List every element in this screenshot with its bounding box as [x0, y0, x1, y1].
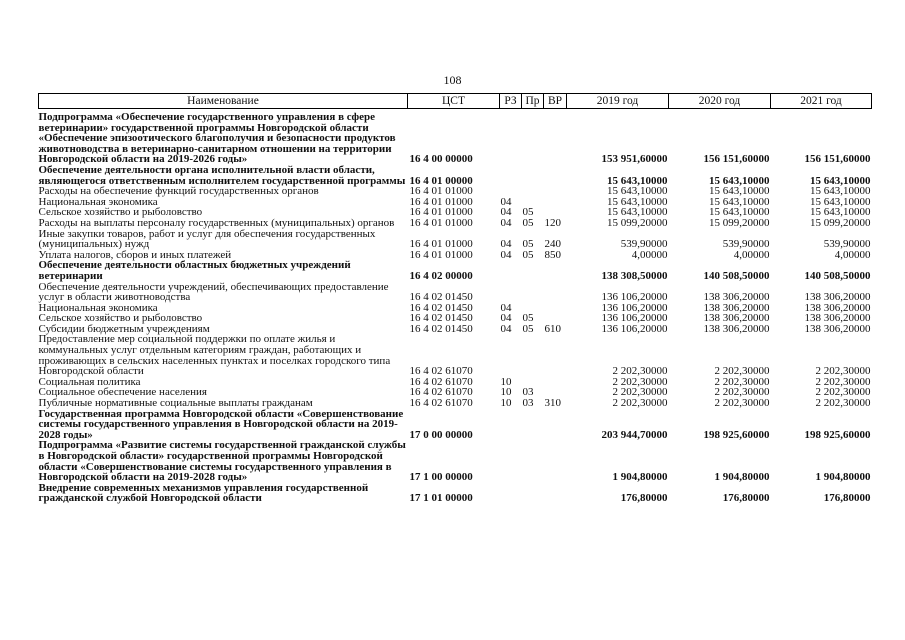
row-cst: 16 4 02 61070: [409, 386, 473, 399]
row-value-2021: 539,90000: [823, 238, 871, 251]
row-name: Обеспечение деятельности областных бюджетных учреждений ветеринарии: [38, 259, 351, 282]
row-value-2020: 156 151,60000: [703, 153, 770, 166]
row-pr: 05: [522, 216, 534, 229]
row-value-2020: 138 306,20000: [703, 312, 770, 325]
row-value-2020: 2 202,30000: [714, 386, 770, 399]
row-value-2020: 138 306,20000: [703, 301, 770, 314]
row-vr: [544, 303, 567, 314]
row-value-2020: 1 904,80000: [714, 471, 770, 484]
row-vr: [544, 109, 567, 165]
header-pr: Пр: [522, 94, 544, 109]
row-value-2021: 176,80000: [823, 492, 871, 505]
row-vr: [544, 165, 567, 186]
row-value-2019: 2 202,30000: [612, 375, 668, 388]
row-pr: [522, 440, 544, 482]
page-number: 108: [443, 73, 462, 87]
row-name: Сельское хозяйство и рыболовство: [38, 206, 203, 219]
row-value-2020: 4,00000: [733, 248, 770, 261]
row-value-2019: 1 904,80000: [612, 471, 668, 484]
row-cst: 16 4 02 00000: [409, 269, 473, 282]
row-value-2019: 2 202,30000: [612, 365, 668, 378]
row-cst: 16 4 01 01000: [409, 206, 473, 219]
row-cst: 16 4 00 00000: [409, 153, 473, 166]
row-pr: [522, 334, 544, 376]
row-pr: [522, 109, 544, 165]
row-value-2021: 138 306,20000: [804, 312, 871, 325]
row-cst: 16 4 01 00000: [409, 174, 473, 187]
row-value-2021: 138 306,20000: [804, 291, 871, 304]
row-vr: 240: [544, 238, 561, 251]
row-cst: 16 4 01 01000: [409, 248, 473, 261]
row-name: Обеспечение деятельности учреждений, обеспечивающих предоставление услуг в области животноводства: [38, 280, 389, 304]
row-vr: [544, 440, 567, 482]
row-name: Социальное обеспечение населения: [38, 386, 207, 399]
row-cst: 16 4 02 01450: [409, 322, 473, 335]
row-pr: 05: [522, 312, 534, 325]
row-pr: 05: [522, 322, 534, 335]
row-vr: [544, 260, 567, 281]
row-rz: 04: [500, 238, 512, 251]
row-name: Социальная политика: [38, 375, 141, 388]
row-cst: 17 1 00 00000: [409, 471, 473, 484]
row-name: Расходы на обеспечение функций государственных органов: [38, 185, 319, 198]
row-rz: 04: [500, 216, 512, 229]
row-value-2021: 2 202,30000: [815, 365, 871, 378]
row-value-2021: 156 151,60000: [804, 153, 871, 166]
row-value-2019: 15 099,20000: [607, 216, 668, 229]
row-rz: [500, 440, 522, 482]
row-cst: 16 4 02 61070: [409, 397, 473, 410]
table-row: [39, 483, 872, 504]
row-rz: 10: [500, 375, 512, 388]
row-rz: 04: [500, 312, 512, 325]
row-value-2020: 138 306,20000: [703, 291, 770, 304]
row-value-2019: 2 202,30000: [612, 386, 668, 399]
row-value-2020: 539,90000: [722, 238, 770, 251]
table-row: [39, 229, 872, 250]
row-pr: [522, 409, 544, 441]
table-row: [39, 260, 872, 281]
row-value-2021: 4,00000: [834, 248, 871, 261]
header-2021: 2021 год: [771, 94, 872, 109]
row-cst: 16 4 01 01000: [409, 216, 473, 229]
row-value-2021: 2 202,30000: [815, 397, 871, 410]
header-vr: ВР: [544, 94, 567, 109]
row-rz: [500, 165, 522, 186]
row-pr: [522, 260, 544, 281]
row-value-2021: 15 643,10000: [810, 174, 871, 187]
header-cst: ЦСТ: [408, 94, 500, 109]
table-row: [39, 109, 872, 165]
row-value-2019: 4,00000: [631, 248, 668, 261]
row-value-2019: 539,90000: [620, 238, 668, 251]
row-name: Субсидии бюджетным учреждениям: [38, 322, 210, 335]
row-pr: 03: [522, 397, 534, 410]
row-value-2019: 136 106,20000: [601, 291, 668, 304]
row-pr: [522, 186, 544, 197]
row-name: Национальная экономика: [38, 195, 158, 208]
row-name: Предоставление мер социальной поддержки по оплате жилья и коммунальных услуг отдельным категориям граждан, работающих и проживающих в сельских населенных пунктах и поселках городского типа Новгородской области: [38, 333, 391, 378]
row-pr: [522, 483, 544, 504]
row-vr: 610: [544, 322, 561, 335]
row-value-2019: 15 643,10000: [607, 174, 668, 187]
row-cst: 16 4 02 01450: [409, 291, 473, 304]
row-rz: 04: [500, 195, 512, 208]
row-rz: [500, 109, 522, 165]
row-value-2019: 15 643,10000: [607, 185, 668, 198]
table-row: [39, 282, 872, 303]
row-vr: [544, 334, 567, 376]
row-rz: 04: [500, 322, 512, 335]
header-rz: РЗ: [500, 94, 522, 109]
row-name: Подпрограмма «Обеспечение государственного управления в сфере ветеринарии» государственной программы Новгородской области «Обеспечение эпизоотического благополучия и безопасности продуктов животноводства в ветеринарно-санитарном отношении на территории Новгородской области на 2019-2026 годы»: [38, 111, 396, 166]
table-row: [39, 334, 872, 376]
row-vr: [544, 282, 567, 303]
header-2019: 2019 год: [567, 94, 669, 109]
row-name: Подпрограмма «Развитие системы государственной гражданской службы в Новгородской области» государственной программы Новгородской области «Совершенствование системы государственного управления в Новгородской области на 2019-2028 годы»: [38, 439, 406, 484]
row-rz: [500, 334, 522, 376]
row-rz: 10: [500, 386, 512, 399]
row-value-2021: 15 643,10000: [810, 195, 871, 208]
row-name: Обеспечение деятельности органа исполнительной власти области, являющегося ответственным исполнителем государственной программы: [38, 163, 406, 187]
row-vr: [544, 409, 567, 441]
row-value-2020: 176,80000: [722, 492, 770, 505]
row-cst: 16 4 01 01000: [409, 195, 473, 208]
row-value-2019: 203 944,70000: [601, 428, 668, 441]
row-cst: 17 1 01 00000: [409, 492, 473, 505]
row-vr: [544, 197, 567, 208]
row-value-2019: 136 106,20000: [601, 312, 668, 325]
row-rz: [500, 409, 522, 441]
row-value-2020: 15 643,10000: [709, 206, 770, 219]
table-row: [39, 440, 872, 482]
row-pr: [522, 282, 544, 303]
row-name: Внедрение современных механизмов управления государственной гражданской службой Новгородской области: [38, 481, 369, 505]
row-vr: 310: [544, 397, 561, 410]
header-2020: 2020 год: [669, 94, 771, 109]
row-rz: 10: [500, 397, 512, 410]
row-cst: 16 4 02 01450: [409, 312, 473, 325]
table-row: [39, 218, 872, 229]
row-pr: [522, 165, 544, 186]
row-value-2020: 2 202,30000: [714, 397, 770, 410]
row-value-2021: 15 643,10000: [810, 206, 871, 219]
row-cst: 16 4 01 01000: [409, 238, 473, 251]
row-value-2021: 198 925,60000: [804, 428, 871, 441]
row-value-2020: 15 643,10000: [709, 195, 770, 208]
row-vr: 120: [544, 216, 561, 229]
row-rz: 04: [500, 248, 512, 261]
row-name: Национальная экономика: [38, 301, 158, 314]
row-rz: [500, 282, 522, 303]
row-value-2021: 140 508,50000: [804, 269, 871, 282]
row-name: Уплата налогов, сборов и иных платежей: [38, 248, 232, 261]
row-cst: 17 0 00 00000: [409, 428, 473, 441]
row-value-2020: 138 306,20000: [703, 322, 770, 335]
row-value-2021: 138 306,20000: [804, 301, 871, 314]
row-value-2019: 136 106,20000: [601, 322, 668, 335]
row-pr: 05: [522, 238, 534, 251]
row-value-2021: 15 099,20000: [810, 216, 871, 229]
row-vr: 850: [544, 248, 561, 261]
row-value-2020: 140 508,50000: [703, 269, 770, 282]
table-row: [39, 165, 872, 186]
row-name: Расходы на выплаты персоналу государственных (муниципальных) органов: [38, 216, 395, 229]
row-cst: 16 4 02 01450: [409, 301, 473, 314]
row-rz: 04: [500, 206, 512, 219]
row-cst: 16 4 01 01000: [409, 185, 473, 198]
row-cst: 16 4 02 61070: [409, 375, 473, 388]
row-name: Государственная программа Новгородской области «Совершенствование системы государственного управления в Новгородской области на 2019-2028 годы»: [38, 407, 404, 441]
row-name: Публичные нормативные социальные выплаты гражданам: [38, 397, 313, 410]
row-cst: 16 4 02 61070: [409, 365, 473, 378]
row-pr: 05: [522, 248, 534, 261]
row-value-2019: 176,80000: [620, 492, 668, 505]
row-name: Сельское хозяйство и рыболовство: [38, 312, 203, 325]
table-body: [39, 109, 872, 504]
row-value-2021: 1 904,80000: [815, 471, 871, 484]
row-value-2020: 198 925,60000: [703, 428, 770, 441]
header-name: Наименование: [39, 94, 408, 109]
row-value-2020: 2 202,30000: [714, 375, 770, 388]
row-value-2021: 2 202,30000: [815, 386, 871, 399]
row-vr: [544, 483, 567, 504]
row-value-2019: 15 643,10000: [607, 206, 668, 219]
row-vr: [544, 377, 567, 388]
row-value-2020: 15 099,20000: [709, 216, 770, 229]
row-value-2021: 2 202,30000: [815, 375, 871, 388]
row-value-2021: 15 643,10000: [810, 185, 871, 198]
row-value-2019: 138 308,50000: [601, 269, 668, 282]
row-rz: [500, 483, 522, 504]
row-value-2020: 2 202,30000: [714, 365, 770, 378]
row-value-2021: 138 306,20000: [804, 322, 871, 335]
row-value-2019: 153 951,60000: [601, 153, 668, 166]
row-vr: [544, 186, 567, 197]
table-header-row: [39, 94, 872, 109]
row-pr: 05: [522, 206, 534, 219]
row-name: Иные закупки товаров, работ и услуг для обеспечения государственных (муниципальных) нужд: [38, 227, 376, 251]
budget-table: [38, 93, 872, 504]
row-value-2019: 136 106,20000: [601, 301, 668, 314]
row-rz: [500, 260, 522, 281]
row-pr: 03: [522, 386, 534, 399]
row-value-2019: 15 643,10000: [607, 195, 668, 208]
row-value-2020: 15 643,10000: [709, 185, 770, 198]
row-value-2020: 15 643,10000: [709, 174, 770, 187]
table-row: [39, 409, 872, 441]
row-value-2019: 2 202,30000: [612, 397, 668, 410]
row-rz: 04: [500, 301, 512, 314]
